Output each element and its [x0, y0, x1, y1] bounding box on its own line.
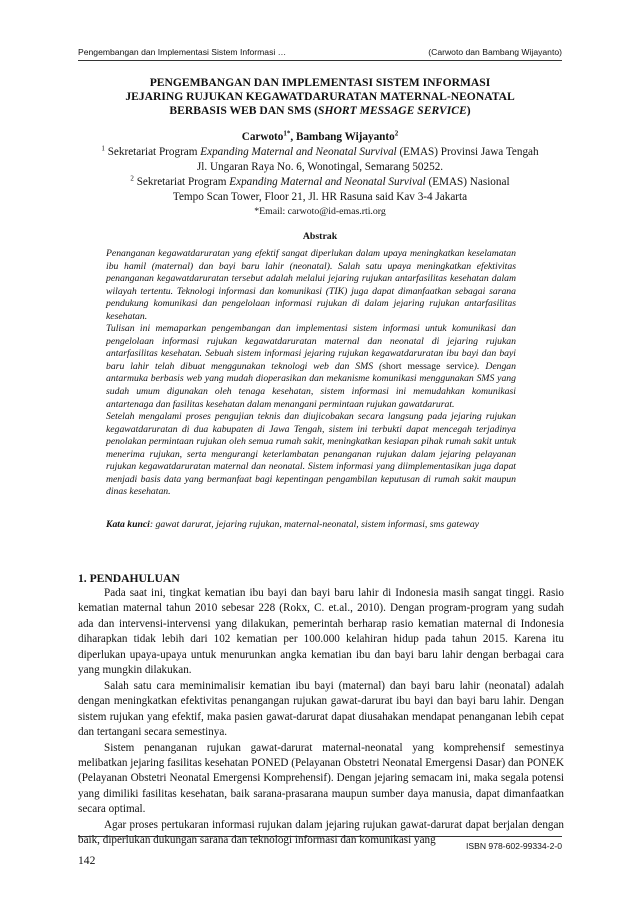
affiliation-1-sup: 1	[101, 144, 105, 153]
intro-paragraph-3: Sistem penanganan rujukan gawat-darurat maternal-neonatal yang komprehensif semestinya melibatkan jejaring fasilitas kesehatan PONED (Pelayanan Obstetri Neonatal Emergensi Dasar) dan PONEK (Pelayanan Obstetri Neonatal Emergensi Komprehensif). Dengan jejaring semacam ini, maka segala potensi yang dimiliki fasilitas kesehatan, baik sarana-prasarana maupun sumber daya manusia, dapat dimanfaatkan secara optimal.	[78, 741, 564, 816]
abstract-paragraph-2	[106, 323, 516, 411]
abstract-paragraph-1: Penanganan kegawatdaruratan yang efektif sangat diperlukan dalam upaya meningkatkan keselamatan ibu hamil (maternal) dan bayi baru lahir (neonatal). Salah satu upaya meningkatkan efektivitas penanganan kegawatdaruratan tersebut adalah melalui jejaring rujukan antarfasilitas kesehatan dalam wilayah tertentu. Teknologi informasi dan komunikasi (TIK) juga dapat dimanfaatkan sebagai sarana pendukung komunikasi dan pengelolaan informasi rujukan di dalam jejaring rujukan antarfasilitas kesehatan.	[106, 248, 516, 322]
abstract-paragraph-2-term: short message service	[382, 360, 474, 372]
keywords-label: Kata kunci	[106, 519, 150, 530]
affiliation-2-address: Tempo Scan Tower, Floor 21, Jl. HR Rasuna said Kav 3-4 Jakarta	[172, 190, 468, 203]
abstract-paragraph-3: Setelah mengalami proses pengujian teknis dan diujicobakan secara langsung pada jejaring rujukan kegawatdaruratan di dua kabupaten di Jawa Tengah, sistem ini terbukti dapat mencegah terjadinya penolakan permintaan rujukan oleh semua rumah sakit, meningkatkan kesiapan pihak rumah sakit untuk menerima rujukan, serta mengurangi keterlambatan penanganan rujukan dalam jejaring pelayanan rujukan kegawatdaruratan maternal dan neonatal. Sistem informasi yang diimplementasikan juga dapat menjadi basis data yang bermanfaat bagi kepentingan pengambilan keputusan di rumah sakit maupun dinas kesehatan.	[106, 411, 516, 498]
keywords-text: : gawat darurat, jejaring rujukan, maternal-neonatal, sistem informasi, sms gateway	[149, 519, 479, 530]
abstract-paragraph-2-part-a: Tulisan ini memaparkan pengembangan dan implementasi sistem informasi untuk komunikasi dan pengelolaan informasi rujukan kegawatdaruratan maternal dan neonatal di jejaring rujukan antarfasilitas kesehatan. Sebuah sistem informasi jejaring rujukan kegawatdaruratan ibu bayi dan bayi baru lahir telah dibuat menggunakan teknologi web dan SMS (	[106, 323, 516, 372]
affiliation-1	[78, 145, 562, 174]
title-line-1: PENGEMBANGAN DAN IMPLEMENTASI SISTEM INFORMASI	[149, 76, 491, 89]
title-line-3	[78, 104, 562, 118]
intro-paragraph-4: Agar proses pertukaran informasi rujukan dalam jejaring rujukan gawat-darurat dapat berjalan dengan baik, diperlukan dukungan sarana dan teknologi informasi dan komunikasi yang	[78, 818, 564, 847]
intro-paragraph-2: Salah satu cara meminimalisir kematian ibu bayi (maternal) dan bayi baru lahir (neonatal) adalah dengan meningkatkan efektivitas penangangan rujukan gawat-darurat ibu bayi dan bayi baru lahir. Dengan sistem rujukan yang efektif, maka pasien gawat-darurat dapat diusahakan mendapat penanganan lebih cepat dan tertangani secara semestinya.	[78, 679, 564, 739]
isbn: ISBN 978-602-99334-2-0	[465, 841, 562, 851]
affiliation-2-sup: 2	[130, 174, 134, 183]
abstract-paragraph-2-part-b: ). Dengan antarmuka berbasis web yang mudah dioperasikan dan mekanisme komunikasi menggunakan SMS yang sudah umum digunakan oleh tenaga kesehatan, sistem informasi ini memudahkan komunikasi antartenaga dan fasilitas kesehatan dalam menangani permintaan rujukan gawatdarurat.	[106, 360, 516, 410]
affiliation-2	[78, 175, 562, 204]
keywords	[106, 518, 516, 531]
paper-title	[78, 76, 562, 118]
affiliation-1-address: Jl. Ungaran Raya No. 6, Wonotingal, Semarang 50252.	[196, 160, 444, 173]
author-2-sup: 2	[394, 129, 399, 138]
running-header-left: Pengembangan dan Implementasi Sistem Informasi …	[78, 47, 287, 57]
introduction-body	[78, 586, 564, 849]
abstract-body	[106, 248, 516, 499]
author-2: Bambang Wijayanto	[295, 131, 395, 143]
footer-rule	[78, 836, 562, 837]
title-line-3-prefix: BERBASIS WEB DAN SMS (	[169, 104, 319, 117]
affiliation-2-program: Expanding Maternal and Neonatal Survival	[229, 176, 426, 188]
intro-paragraph-1: Pada saat ini, tingkat kematian ibu bayi dan bayi baru lahir di Indonesia masih sangat tinggi. Rasio kematian maternal tahun 2010 sebesar 228 (Rokx, C. et.al., 2010). Dengan program-program yang sudah ada dan intervensi-intervensi yang dilakukan, pemerintah berharap rasio kematian maternal di Indonesia diharapkan tidak lebih dari 102 kematian per 100.000 kelahiran hidup pada tahun 2015. Karena itu diperlukan upaya-upaya untuk menurunkan angka kematian ibu dan bayi baru lahir dengan berbagai cara yang mungkin dilakukan.	[78, 587, 564, 677]
author-separator: ,	[290, 131, 296, 143]
section-heading-introduction: 1. PENDAHULUAN	[78, 572, 180, 585]
running-header-right: (Carwoto dan Bambang Wijayanto)	[428, 47, 562, 57]
authors	[78, 130, 562, 145]
author-1: Carwoto	[241, 131, 284, 143]
title-line-3-italic: SHORT MESSAGE SERVICE	[318, 104, 467, 117]
affiliation-1-suffix: (EMAS) Provinsi Jawa Tengah	[396, 146, 539, 158]
affiliation-1-line-1	[78, 145, 562, 160]
affiliation-1-program: Expanding Maternal and Neonatal Survival	[200, 146, 397, 158]
running-header	[78, 47, 562, 57]
page-number: 142	[78, 854, 96, 867]
header-rule	[78, 60, 562, 61]
author-1-sup: 1*	[283, 129, 291, 138]
affiliation-2-suffix: (EMAS) Nasional	[425, 176, 510, 188]
title-line-3-suffix: )	[466, 104, 471, 117]
author-email: *Email: carwoto@id-emas.rti.org	[254, 206, 386, 217]
affiliation-2-prefix: Sekretariat Program	[133, 176, 230, 188]
affiliation-2-line-1	[78, 175, 562, 190]
abstract-heading: Abstrak	[302, 231, 338, 242]
title-line-2: JEJARING RUJUKAN KEGAWATDARURATAN MATERNAL-NEONATAL	[125, 90, 515, 103]
affiliation-1-prefix: Sekretariat Program	[104, 146, 201, 158]
